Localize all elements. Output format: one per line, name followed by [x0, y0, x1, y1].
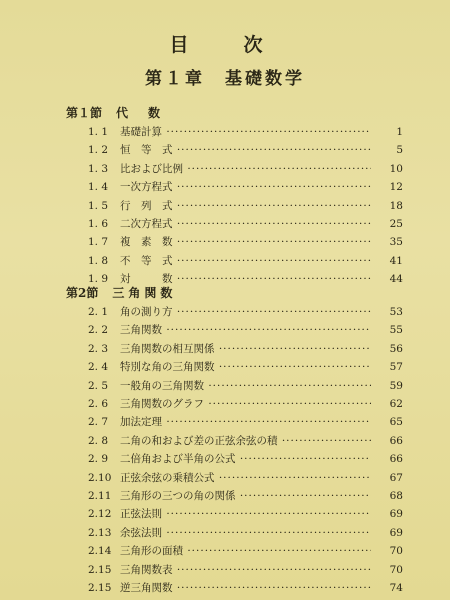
entry-page-number: 66 — [389, 434, 403, 447]
entry-page-number: 70 — [389, 563, 403, 576]
toc-entry — [88, 216, 403, 232]
entry-title: 三角形の面積 ····· — [120, 543, 371, 559]
entry-page-number: 53 — [389, 306, 403, 318]
entry-number: 2. 4 — [88, 361, 109, 374]
entry-page-number: 35 — [389, 236, 403, 249]
entry-title: 三角関数表 ····· — [120, 562, 371, 578]
entry-number: 2. 6 — [88, 398, 109, 410]
entry-number: 1. 8 — [88, 254, 109, 267]
entry-number: 2. 8 — [88, 434, 109, 447]
entry-title: 二角の和および差の正弦余弦の積 ····· — [120, 433, 371, 449]
entry-number: 2.12 — [88, 508, 112, 521]
entry-number: 2. 3 — [88, 342, 109, 355]
entry-page-number: 18 — [389, 199, 403, 212]
entry-title: 一次方程式 ····· — [120, 179, 371, 195]
entry-title: 三角関数の相互関係 ····· — [120, 341, 371, 357]
section-label: 第１節 — [66, 106, 103, 120]
toc-entry — [88, 322, 403, 338]
entry-title: 余弦法則 ····· — [120, 525, 371, 541]
entry-page-number: 44 — [389, 273, 403, 286]
section-heading — [66, 284, 176, 301]
entry-number: 2. 9 — [88, 453, 109, 466]
entry-number: 2. 1 — [88, 306, 109, 318]
entry-title: 不 等 式 ····· — [120, 253, 371, 269]
toc-entry — [88, 451, 403, 467]
entry-number: 2. 5 — [88, 379, 109, 392]
entry-page-number: 69 — [389, 526, 403, 539]
toc-entry — [88, 580, 403, 596]
toc-entry — [88, 142, 403, 158]
entry-title: 行 列 式 ····· — [120, 198, 371, 214]
entry-page-number: 74 — [389, 582, 403, 594]
entry-title: 逆三角関数 ····· — [120, 580, 371, 596]
toc-title: 目 次 — [169, 34, 281, 56]
entry-title: 三角関数 ····· — [120, 322, 371, 338]
entry-title: 三角関数のグラフ ····· — [120, 396, 371, 412]
entry-page-number: 25 — [389, 218, 403, 230]
toc-entry — [88, 488, 403, 504]
entry-number: 2.15 — [88, 582, 112, 594]
chapter-title: 第１章 基礎数学 — [145, 69, 305, 89]
entry-page-number: 65 — [389, 416, 403, 429]
entry-title: 加法定理 ····· — [120, 414, 371, 430]
entry-page-number: 56 — [389, 342, 403, 355]
entry-title: 三角形の三つの角の関係 ····· — [120, 488, 371, 504]
entry-page-number: 5 — [396, 144, 403, 157]
toc-entry — [88, 506, 403, 522]
toc-entry — [88, 198, 403, 214]
toc-entry — [88, 304, 403, 320]
entry-number: 2.13 — [88, 526, 112, 539]
toc-entry — [88, 470, 403, 486]
toc-entry — [88, 359, 403, 375]
entry-title: 対 数 ····· — [120, 271, 371, 287]
toc-entry — [88, 161, 403, 177]
entry-number: 2.10 — [88, 471, 112, 484]
section-label: 第2節 — [66, 286, 99, 300]
entry-page-number: 41 — [389, 254, 403, 267]
toc-entry — [88, 525, 403, 541]
toc-entry — [88, 433, 403, 449]
entry-number: 2. 7 — [88, 416, 109, 429]
entry-number: 1. 1 — [88, 126, 109, 138]
toc-entry — [88, 341, 403, 357]
entry-page-number: 57 — [389, 361, 403, 374]
toc-entry — [88, 253, 403, 269]
entry-page-number: 55 — [389, 324, 403, 337]
entry-number: 1. 4 — [88, 181, 109, 194]
entry-number: 1. 3 — [88, 162, 109, 175]
entry-page-number: 1 — [396, 126, 403, 138]
entry-page-number: 59 — [389, 379, 403, 392]
entry-title: 恒 等 式 ····· — [120, 142, 371, 158]
entry-number: 2. 2 — [88, 324, 109, 337]
entry-page-number: 66 — [389, 453, 403, 466]
section-heading — [66, 104, 164, 121]
section-name: 代 数 — [116, 106, 165, 120]
entry-number: 1. 7 — [88, 236, 109, 249]
entry-page-number: 68 — [389, 490, 403, 502]
toc-entry — [88, 396, 403, 412]
entry-number: 2.11 — [88, 490, 112, 502]
entry-title: 複 素 数 ····· — [120, 234, 371, 250]
entry-page-number: 12 — [389, 181, 403, 194]
entry-title: 正弦法則 ····· — [120, 506, 371, 522]
entry-number: 1. 5 — [88, 199, 109, 212]
entry-title: 特別な角の三角関数 ····· — [120, 359, 371, 375]
toc-entry — [88, 414, 403, 430]
entry-page-number: 70 — [389, 545, 403, 558]
entry-number: 2.15 — [88, 563, 112, 576]
entry-number: 2.14 — [88, 545, 112, 558]
entry-title: 比および比例 ····· — [120, 161, 371, 177]
entry-number: 1. 6 — [88, 218, 109, 230]
toc-entry — [88, 179, 403, 195]
toc-entry — [88, 543, 403, 559]
entry-page-number: 10 — [389, 162, 403, 175]
entry-title: 角の測り方 ····· — [120, 304, 371, 320]
entry-title: 正弦余弦の乗積公式 ····· — [120, 470, 371, 486]
entry-title: 基礎計算 ····· — [120, 124, 371, 140]
entry-page-number: 62 — [389, 398, 403, 410]
toc-entry — [88, 562, 403, 578]
entry-page-number: 69 — [389, 508, 403, 521]
toc-entry — [88, 124, 403, 140]
toc-entry — [88, 234, 403, 250]
entry-title: 二倍角および半角の公式 ····· — [120, 451, 371, 467]
entry-page-number: 67 — [389, 471, 403, 484]
entry-number: 1. 9 — [88, 273, 109, 286]
entry-title: 一般角の三角関数 ····· — [120, 378, 371, 394]
section-name: 三角関数 — [112, 286, 177, 300]
toc-entry — [88, 378, 403, 394]
entry-title: 二次方程式 ····· — [120, 216, 371, 232]
entry-number: 1. 2 — [88, 144, 109, 157]
